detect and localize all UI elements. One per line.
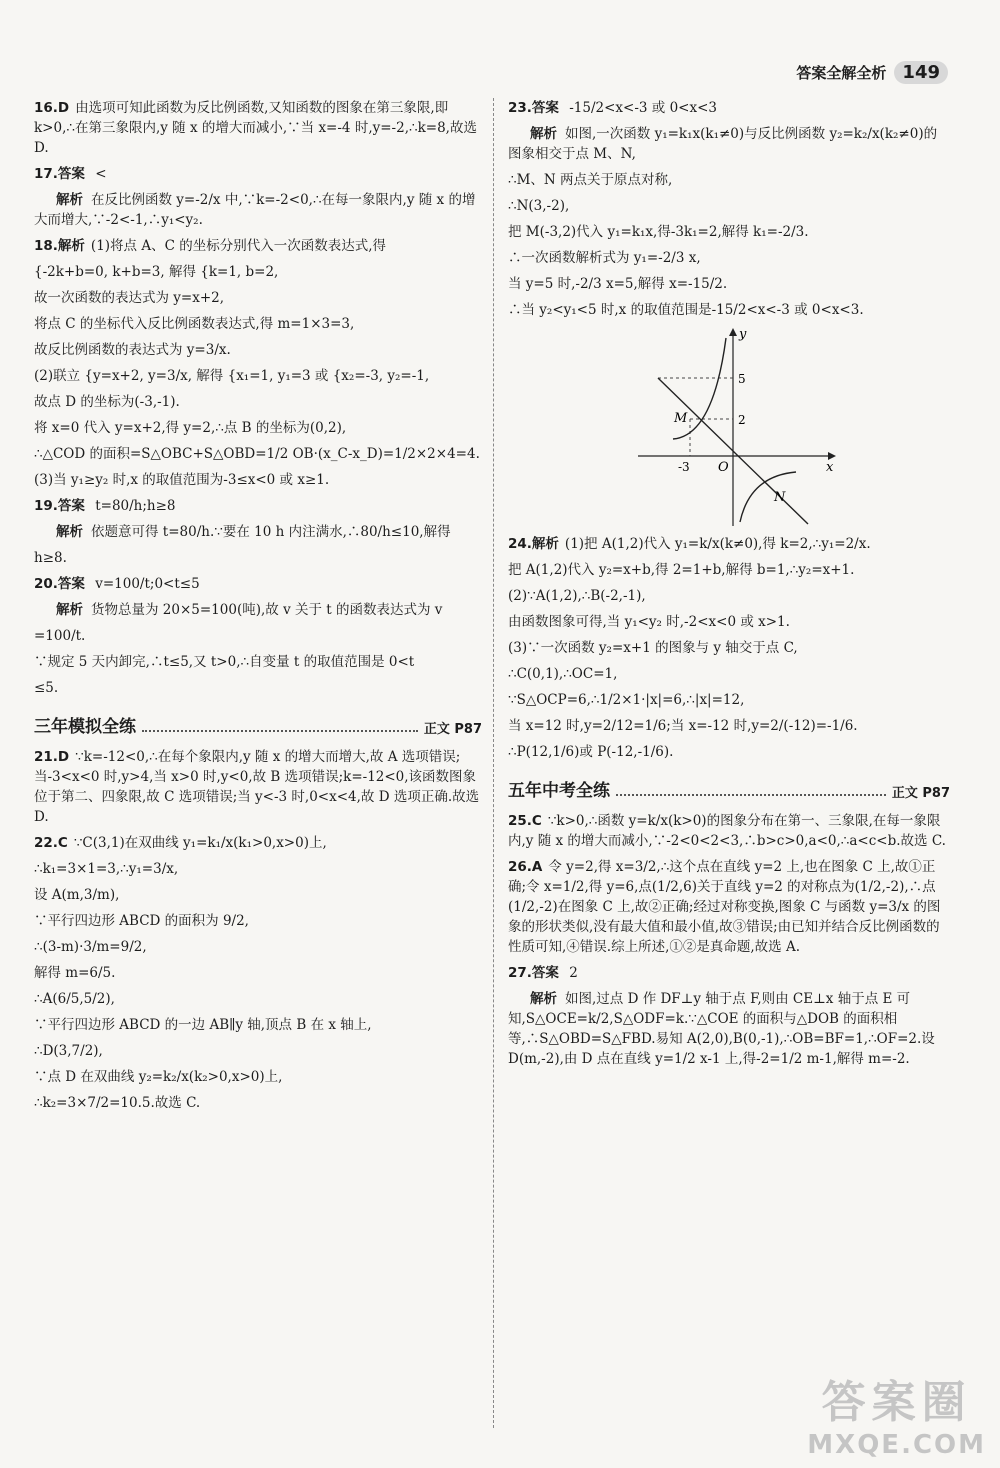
q22-line: ∴A(6/5,5/2), [34, 991, 115, 1007]
q23-line: ∴当 y₂<y₁<5 时,x 的取值范围是-15/2<x<-3 或 0<x<3. [508, 302, 864, 318]
label-point-n: N [774, 490, 786, 505]
q22-line: 设 A(m,3/m), [34, 887, 120, 903]
q27-line: 如图,过点 D 作 DF⊥y 轴于点 F,则由 CE⊥x 轴于点 E 可知,S△OCE=k/2,S△ODF=k.∵△COE 的面积与△DOB 的面积相等,∴S△OBD=S△FBD.易知 A(2,0),B(0,-1),∴OB=BF=1,∴OF=2.设 D(m,-2),由 D 点在直线 y=1/2 x-1 上,得-2=1/2 m-1,解得 m=-2. [508, 991, 940, 1067]
q23-line: ∴N(3,-2), [508, 198, 570, 214]
tick-neg3: -3 [678, 460, 690, 474]
q22-line: ∵点 D 在双曲线 y₂=k₂/x(k₂>0,x>0)上, [34, 1069, 283, 1085]
q20-line: =100/t. [34, 628, 86, 644]
q23-label: 解析 [530, 126, 557, 142]
q24-line: ∵S△OCP=6,∴1/2×1·|x|=6,∴|x|=12, [508, 692, 745, 708]
q17-label: 解析 [56, 192, 83, 208]
q23-line: 如图,一次函数 y₁=k₁x(k₁≠0)与反比例函数 y₂=k₂/x(k₂≠0)的图象相交于点 M、N, [508, 126, 938, 162]
q23-line: 当 y=5 时,-2/3 x=5,解得 x=-15/2. [508, 276, 728, 292]
question-23-analysis [508, 124, 950, 164]
q24-line: (3)∵一次函数 y₂=x+1 的图象与 y 轴交于点 C, [508, 640, 798, 656]
q24-line: (1)把 A(1,2)代入 y₁=k/x(k≠0),得 k=2,∴y₁=2/x. [564, 536, 871, 552]
tick-5: 5 [738, 372, 746, 386]
q17-text: 在反比例函数 y=-2/x 中,∵k=-2<0,∴在每一象限内,y 随 x 的增大而增大,∵-2<-1,∴y₁<y₂. [34, 192, 476, 228]
q25-num: 25.C [508, 813, 542, 829]
column-divider [493, 98, 494, 1428]
q24-line: 由函数图象可得,当 y₁<y₂ 时,-2<x<0 或 x>1. [508, 614, 790, 630]
q19-line: 依题意可得 t=80/h.∵要在 10 h 内注满水,∴80/h≤10,解得 [91, 524, 451, 540]
q22-line: ∴D(3,7/2), [34, 1043, 103, 1059]
q20-label: 解析 [56, 602, 83, 618]
header-title: 答案全解全析 [796, 63, 887, 82]
q21-num: 21.D [34, 749, 70, 765]
question-21 [34, 747, 482, 827]
q24-line: (2)∵A(1,2),∴B(-2,-1), [508, 588, 646, 604]
q27-answer: 2 [569, 965, 578, 981]
question-27-analysis [508, 989, 950, 1069]
section-ref: 正文 P87 [891, 786, 950, 801]
q21-text: ∵k=-12<0,∴在每个象限内,y 随 x 的增大而增大,故 A 选项错误;当-3<x<0 时,y>4,当 x>0 时,y<0,故 B 选项错误;k=-12<0,该函数图象位于第二、四象限,故 C 选项错误;当 y<-3 时,0<x<4,故 D 选项正确.故选 D. [34, 749, 484, 825]
tick-2: 2 [738, 413, 746, 427]
q22-line: ∴k₂=3×7/2=10.5.故选 C. [34, 1095, 201, 1111]
site-watermark [807, 1366, 986, 1460]
q23-line: ∴M、N 两点关于原点对称, [508, 172, 673, 188]
q18-line: ∴△COD 的面积=S△OBC+S△OBD=1/2 OB·(x_C-x_D)=1/2×2×4=4. [34, 446, 480, 462]
section-three-year [34, 712, 482, 737]
q19-line: h≥8. [34, 550, 67, 566]
left-column [34, 98, 482, 1448]
question-22 [34, 833, 482, 853]
q20-answer: v=100/t;0<t≤5 [95, 576, 200, 592]
q18-line: (2)联立 {y=x+2, y=3/x, 解得 {x₁=1, y₁=3 或 {x₂=-3, y₂=-1, [34, 368, 430, 384]
q22-num: 22.C [34, 835, 68, 851]
q24-line: ∴C(0,1),∴OC=1, [508, 666, 618, 682]
q27-label: 解析 [530, 991, 557, 1007]
q20-line: 货物总量为 20×5=100(吨),故 v 关于 t 的函数表达式为 v [91, 602, 443, 618]
label-x: x [826, 460, 834, 475]
q18-line: 故点 D 的坐标为(-3,-1). [34, 394, 180, 410]
q18-line: 将点 C 的坐标代入反比例函数表达式,得 m=1×3=3, [34, 316, 355, 332]
question-26 [508, 857, 950, 957]
function-graph [638, 326, 838, 526]
q27-num: 27.答案 [508, 965, 559, 981]
question-25 [508, 811, 950, 851]
q24-num: 24.解析 [508, 536, 559, 552]
q22-line: 解得 m=6/5. [34, 965, 116, 981]
q18-line: (3)当 y₁≥y₂ 时,x 的取值范围为-3≤x<0 或 x≥1. [34, 472, 330, 488]
question-19-answer [34, 496, 482, 516]
y-axis-arrow [729, 328, 737, 336]
q18-line: 故一次函数的表达式为 y=x+2, [34, 290, 225, 306]
q17-num: 17.答案 [34, 166, 85, 182]
question-17-answer [34, 164, 482, 184]
q18-num: 18.解析 [34, 238, 85, 254]
q22-line: ∵平行四边形 ABCD 的面积为 9/2, [34, 913, 249, 929]
q22-line: ∴k₁=3×1=3,∴y₁=3/x, [34, 861, 179, 877]
section-dots [616, 794, 886, 796]
q23-line: ∴一次函数解析式为 y₁=-2/3 x, [508, 250, 701, 266]
watermark-line1: 答案圈 [821, 1377, 972, 1428]
q23-line: 把 M(-3,2)代入 y₁=k₁x,得-3k₁=2,解得 k₁=-2/3. [508, 224, 809, 240]
q22-line: ∴(3-m)·3/m=9/2, [34, 939, 147, 955]
q19-answer: t=80/h;h≥8 [95, 498, 176, 514]
question-19-analysis [34, 522, 482, 542]
label-origin: O [718, 460, 729, 475]
section-title: 五年中考全练 [508, 781, 610, 801]
question-20-analysis [34, 600, 482, 620]
q19-num: 19.答案 [34, 498, 85, 514]
label-point-m: M [674, 411, 688, 426]
section-title: 三年模拟全练 [34, 717, 136, 737]
question-16 [34, 98, 482, 158]
watermark-line2: MXQE.COM [807, 1430, 986, 1460]
q22-line: ∵C(3,1)在双曲线 y₁=k₁/x(k₁>0,x>0)上, [73, 835, 327, 851]
q22-line: ∵平行四边形 ABCD 的一边 AB∥y 轴,顶点 B 在 x 轴上, [34, 1017, 372, 1033]
q24-line: ∴P(12,1/6)或 P(-12,-1/6). [508, 744, 674, 760]
right-column [508, 98, 950, 1448]
hyperbola-branch-right [740, 472, 796, 522]
q16-text: 由选项可知此函数为反比例函数,又知函数的图象在第三象限,即 k>0,∴在第三象限内,y 随 x 的增大而减小,∵当 x=-4 时,y=-2,∴k=8,故选 D. [34, 100, 482, 156]
x-axis-arrow [828, 452, 836, 460]
q25-text: ∵k>0,∴函数 y=k/x(k>0)的图象分布在第一、三象限,在每一象限内,y 随 x 的增大而减小,∵-2<0<2<3,∴b>c>0,a<0,∴a<c<b.故选 C. [508, 813, 946, 849]
q19-label: 解析 [56, 524, 83, 540]
question-18 [34, 236, 482, 256]
label-y: y [739, 327, 747, 342]
q23-answer: -15/2<x<-3 或 0<x<3 [569, 100, 717, 116]
q17-answer: < [95, 166, 107, 182]
question-27-answer [508, 963, 950, 983]
section-dots [142, 730, 418, 732]
q18-line: (1)将点 A、C 的坐标分别代入一次函数表达式,得 [90, 238, 386, 254]
q18-line: {-2k+b=0, k+b=3, 解得 {k=1, b=2, [34, 264, 279, 280]
page-header [796, 58, 948, 86]
q24-line: 当 x=12 时,y=2/12=1/6;当 x=-12 时,y=2/(-12)=-1/6. [508, 718, 858, 734]
q20-num: 20.答案 [34, 576, 85, 592]
section-five-year [508, 776, 950, 801]
q18-line: 故反比例函数的表达式为 y=3/x. [34, 342, 231, 358]
question-23-answer [508, 98, 950, 118]
question-20-answer [34, 574, 482, 594]
q26-num: 26.A [508, 859, 543, 875]
page-number: 149 [894, 61, 948, 84]
question-17-analysis [34, 190, 482, 230]
q18-line: 将 x=0 代入 y=x+2,得 y=2,∴点 B 的坐标为(0,2), [34, 420, 347, 436]
section-ref: 正文 P87 [423, 722, 482, 737]
q20-line: ≤5. [34, 680, 59, 696]
q26-text: 令 y=2,得 x=3/2,∴这个点在直线 y=2 上,也在图象 C 上,故①正确;令 x=1/2,得 y=6,点(1/2,6)关于直线 y=2 的对称点为(1/2,-2),∴点(1/2,-2)在图象 C 上,故②正确;经过对称变换,图象 C 与函数 y=3/x 的图象的形状类似,没有最大值和最小值,故③错误;由已知并结合反比例函数的性质可知,④错误.综上所述,①②是真命题,故选 A. [508, 859, 941, 955]
q20-line: ∵规定 5 天内卸完,∴t≤5,又 t>0,∴自变量 t 的取值范围是 0<t [34, 654, 415, 670]
question-24 [508, 534, 950, 554]
q24-line: 把 A(1,2)代入 y₂=x+b,得 2=1+b,解得 b=1,∴y₂=x+1. [508, 562, 855, 578]
q16-num: 16.D [34, 100, 70, 116]
q23-num: 23.答案 [508, 100, 559, 116]
